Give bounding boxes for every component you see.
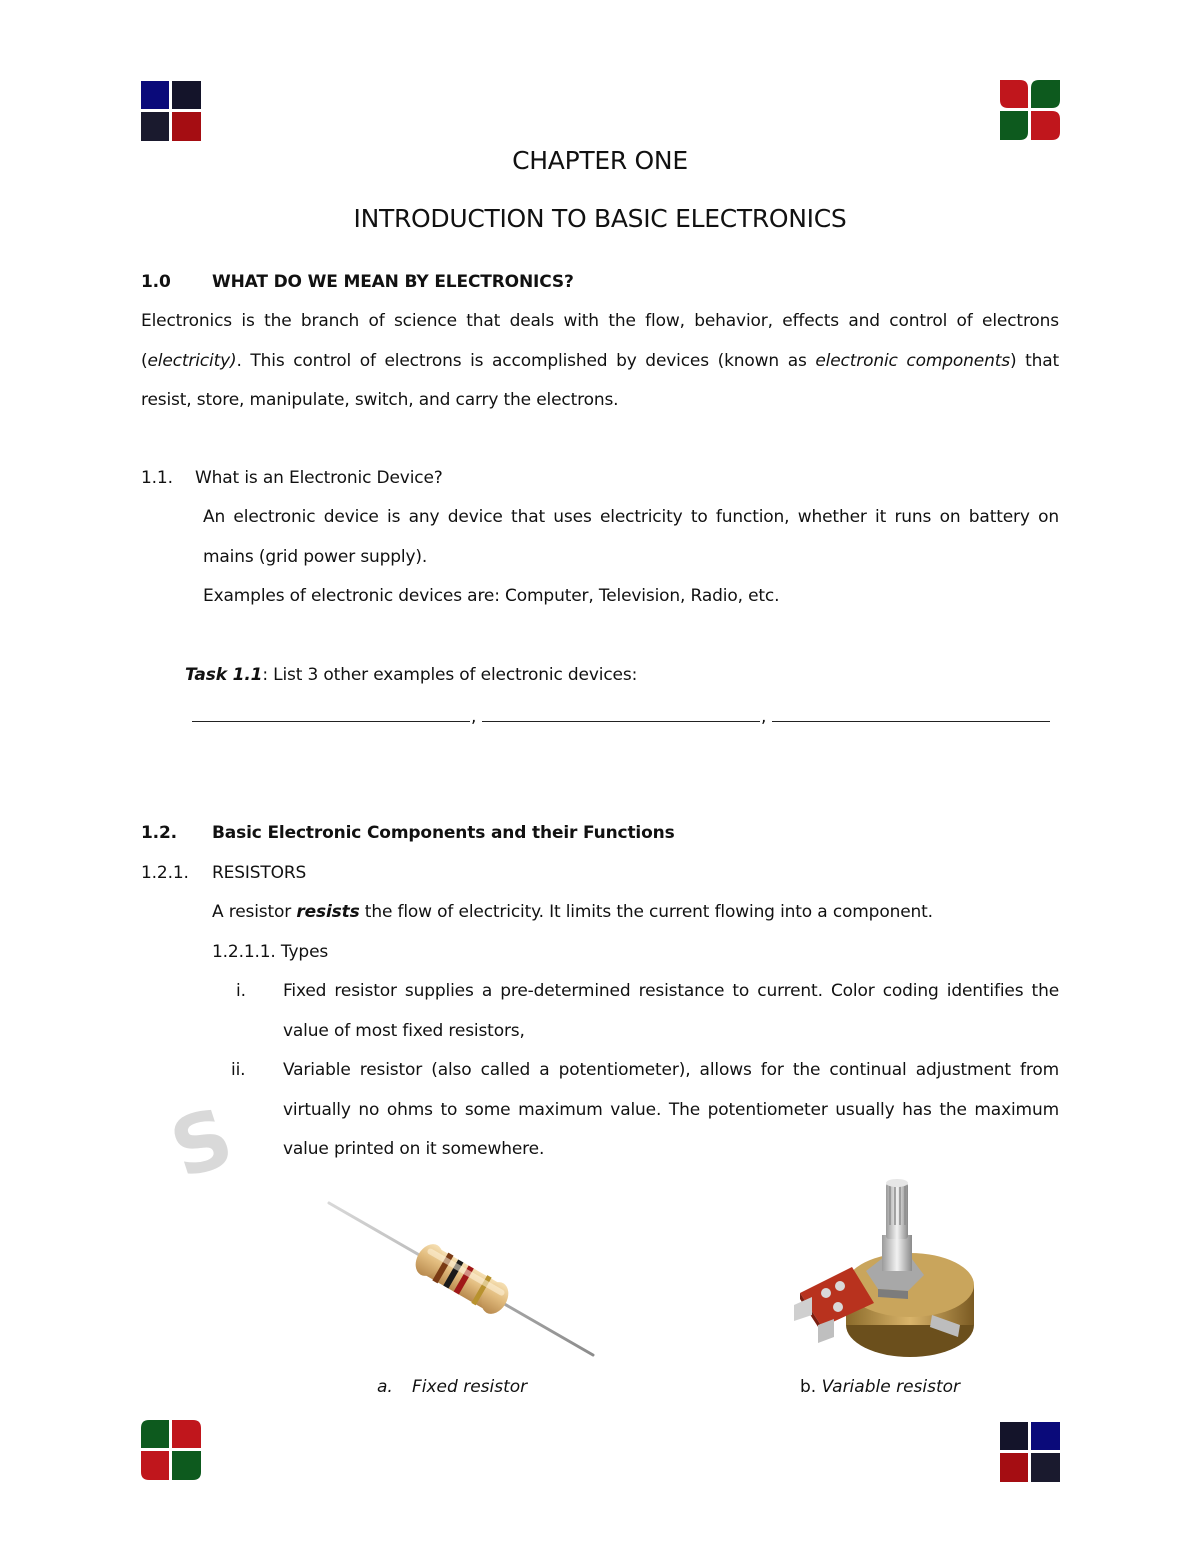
paragraph-line-1: Electronics is the branch of science that deals with the flow, behavior, effects and control of electrons: [141, 311, 1059, 331]
caption-a-marker: a.: [377, 1377, 393, 1397]
fixed-resistor-line-1: Fixed resistor supplies a pre-determined resistance to current. Color coding identifies the: [283, 981, 1059, 1001]
answer-blank-1[interactable]: [192, 721, 470, 722]
variable-resistor-line-1: Variable resistor (also called a potentiometer), allows for the continual adjustment from: [283, 1060, 1059, 1080]
paragraph-line-2: (electricity). This control of electrons is accomplished by devices (known as electronic components) that: [141, 351, 1060, 371]
list-marker-ii: ii.: [231, 1060, 246, 1080]
variable-resistor-image: [782, 1175, 977, 1367]
section-heading-1-2: Basic Electronic Components and their Functions: [212, 823, 675, 843]
answer-blank-2[interactable]: [482, 721, 760, 722]
section-number-1-0: 1.0: [141, 272, 171, 292]
task-1-1: Task 1.1: List 3 other examples of electronic devices:: [185, 665, 638, 685]
blank-separator-1: ,: [471, 707, 477, 727]
variable-resistor-line-3: value printed on it somewhere.: [283, 1139, 545, 1159]
section-heading-1-0: WHAT DO WE MEAN BY ELECTRONICS?: [212, 272, 574, 292]
watermark: S: [160, 1090, 244, 1197]
section-number-1-1: 1.1.: [141, 468, 173, 488]
fixed-resistor-line-2: value of most fixed resistors,: [283, 1021, 525, 1041]
resistor-definition: A resistor resists the flow of electricity. It limits the current flowing into a component.: [212, 902, 933, 922]
fixed-resistor-image: [325, 1195, 597, 1360]
device-examples: Examples of electronic devices are: Computer, Television, Radio, etc.: [203, 586, 780, 606]
logo-bottom-left: [141, 1420, 201, 1480]
device-definition-line-1: An electronic device is any device that uses electricity to function, whether it runs on battery on: [203, 507, 1059, 527]
subsection-heading-resistors: RESISTORS: [212, 863, 307, 883]
section-heading-1-1: What is an Electronic Device?: [195, 468, 443, 488]
list-marker-i: i.: [236, 981, 246, 1001]
types-heading: 1.2.1.1. Types: [212, 942, 329, 962]
logo-top-left: [141, 81, 201, 141]
blank-separator-2: ,: [761, 707, 767, 727]
logo-top-right: [1000, 80, 1060, 140]
chapter-title: CHAPTER ONE: [512, 146, 688, 175]
main-title: INTRODUCTION TO BASIC ELECTRONICS: [353, 204, 847, 233]
device-definition-line-2: mains (grid power supply).: [203, 547, 428, 567]
answer-blank-3[interactable]: [772, 721, 1050, 722]
variable-resistor-line-2: virtually no ohms to some maximum value. The potentiometer usually has the maximum: [283, 1100, 1059, 1120]
logo-bottom-right: [1000, 1422, 1060, 1482]
section-number-1-2: 1.2.: [141, 823, 177, 843]
subsection-number-1-2-1: 1.2.1.: [141, 863, 189, 883]
paragraph-line-3: resist, store, manipulate, switch, and carry the electrons.: [141, 390, 619, 410]
caption-variable-resistor: b. Variable resistor: [800, 1377, 961, 1397]
caption-fixed-resistor: Fixed resistor: [412, 1377, 528, 1397]
